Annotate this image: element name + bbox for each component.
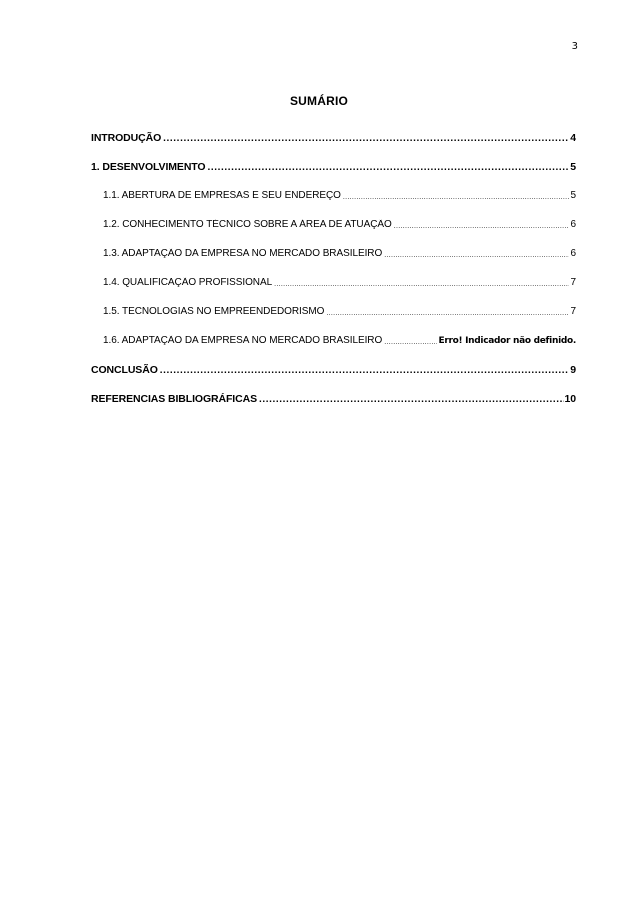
toc-entry-page: 10 [564, 393, 576, 405]
toc-entry-label: 1.3. ADAPTAÇÃO DA EMPRESA NO MERCADO BRASILEIRO [103, 248, 383, 259]
toc-entry-page: 6 [570, 219, 576, 230]
toc-entry-label: 1.2. CONHECIMENTO TÉCNICO SOBRE A ÁREA DE ATUAÇÃO [103, 219, 392, 230]
toc-dot-leader [393, 219, 570, 231]
toc-entry-referencias[interactable] [91, 393, 576, 422]
toc-dot-leader [258, 393, 564, 405]
toc-entry-1-3[interactable] [91, 248, 576, 277]
toc-dot-leader [383, 335, 437, 347]
toc-entry-page: 7 [570, 277, 576, 288]
toc-entry-1-6[interactable] [91, 335, 576, 364]
toc-entry-1-5[interactable] [91, 306, 576, 335]
toc-entry-page: 5 [570, 190, 576, 201]
toc-entry-label: 1.6. ADAPTAÇÃO DA EMPRESA NO MERCADO BRASILEIRO [103, 335, 383, 346]
toc-entry-label: 1. DESENVOLVIMENTO [91, 161, 206, 173]
toc-dot-leader [342, 190, 570, 202]
page-number: 3 [571, 41, 578, 52]
toc-entry-label: 1.5. TECNOLOGIAS NO EMPREENDEDORISMO [103, 306, 325, 317]
toc-dot-leader [159, 364, 569, 376]
toc-dot-leader [273, 277, 569, 289]
toc-entry-page: 9 [570, 364, 576, 376]
toc-entry-label: INTRODUÇÃO [91, 132, 162, 144]
toc-entry-introducao[interactable] [91, 132, 576, 161]
toc-entry-page: 6 [570, 248, 576, 259]
toc-dot-leader [207, 161, 570, 173]
toc-dot-leader [383, 248, 569, 260]
table-of-contents [91, 132, 576, 422]
toc-entry-1-2[interactable] [91, 219, 576, 248]
toc-dot-leader [162, 132, 569, 144]
toc-entry-conclusao[interactable] [91, 364, 576, 393]
toc-entry-1-4[interactable] [91, 277, 576, 306]
toc-entry-page: 4 [570, 132, 576, 144]
toc-entry-page: 5 [570, 161, 576, 173]
toc-entry-label: 1.4. QUALIFICAÇÃO PROFISSIONAL [103, 277, 273, 288]
toc-title: SUMÁRIO [289, 94, 349, 108]
toc-entry-label: REFERENCIAS BIBLIOGRÁFICAS [91, 393, 257, 405]
toc-dot-leader [325, 306, 569, 318]
toc-entry-page-error: Erro! Indicador não definido. [438, 336, 576, 346]
toc-entry-1-1[interactable] [91, 190, 576, 219]
toc-entry-page: 7 [570, 306, 576, 317]
toc-entry-desenvolvimento[interactable] [91, 161, 576, 190]
toc-entry-label: 1.1. ABERTURA DE EMPRESAS E SEU ENDEREÇO [103, 190, 341, 201]
toc-entry-label: CONCLUSÃO [91, 364, 158, 376]
